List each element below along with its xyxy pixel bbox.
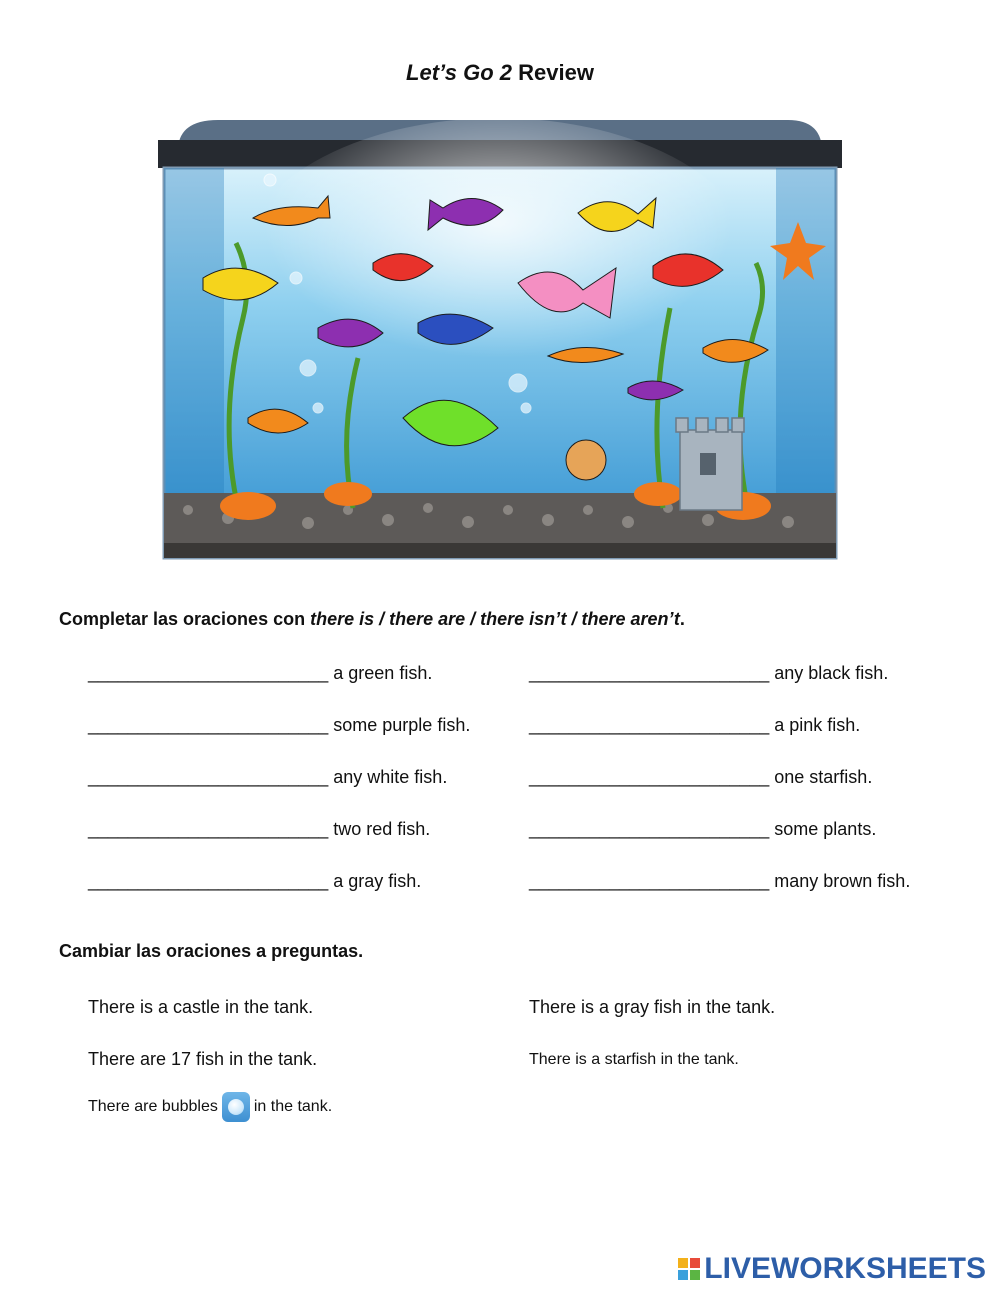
aquarium-illustration <box>158 118 842 564</box>
exercise-right-1: ________________________ any black fish. <box>529 663 889 683</box>
answer-blank[interactable]: ________________________ <box>529 663 770 683</box>
answer-blank[interactable]: ________________________ <box>88 819 329 839</box>
sentence-17-fish: There are 17 fish in the tank. <box>88 1049 318 1069</box>
answer-blank[interactable]: ________________________ <box>88 715 329 735</box>
exercise-left-4: ________________________ two red fish. <box>88 819 431 839</box>
answer-blank[interactable]: ________________________ <box>529 871 770 891</box>
exercise-left-5: ________________________ a gray fish. <box>88 871 422 891</box>
answer-blank[interactable]: ________________________ <box>529 767 770 787</box>
exercise-right-4: ________________________ some plants. <box>529 819 877 839</box>
answer-blank[interactable]: ________________________ <box>529 715 770 735</box>
sentence-bubbles: There are bubbles in the tank. <box>88 1092 332 1122</box>
exercise-right-2: ________________________ a pink fish. <box>529 715 861 735</box>
exercise-left-2: ________________________ some purple fish. <box>88 715 471 735</box>
exercise-left-1: ________________________ a green fish. <box>88 663 433 683</box>
exercise-right-5: ________________________ many brown fish. <box>529 871 911 891</box>
sentence-castle: There is a castle in the tank. <box>88 997 314 1017</box>
sentence-gray-fish: There is a gray fish in the tank. <box>529 997 776 1017</box>
instructions-questions: Cambiar las oraciones a preguntas. <box>59 941 364 961</box>
instructions-fill-in: Completar las oraciones con there is / there are / there isn’t / there aren’t. <box>59 609 685 629</box>
exercise-right-3: ________________________ one starfish. <box>529 767 873 787</box>
exercise-left-3: ________________________ any white fish. <box>88 767 448 787</box>
liveworksheets-logo: LIVEWORKSHEETS <box>678 1252 986 1286</box>
page-title: Let’s Go 2 Review <box>406 60 594 85</box>
answer-blank[interactable]: ________________________ <box>88 767 329 787</box>
answer-blank[interactable]: ________________________ <box>88 663 329 683</box>
sentence-starfish: There is a starfish in the tank. <box>529 1051 739 1068</box>
bubble-icon <box>222 1092 250 1122</box>
liveworksheets-icon <box>678 1258 700 1280</box>
answer-blank[interactable]: ________________________ <box>88 871 329 891</box>
answer-blank[interactable]: ________________________ <box>529 819 770 839</box>
